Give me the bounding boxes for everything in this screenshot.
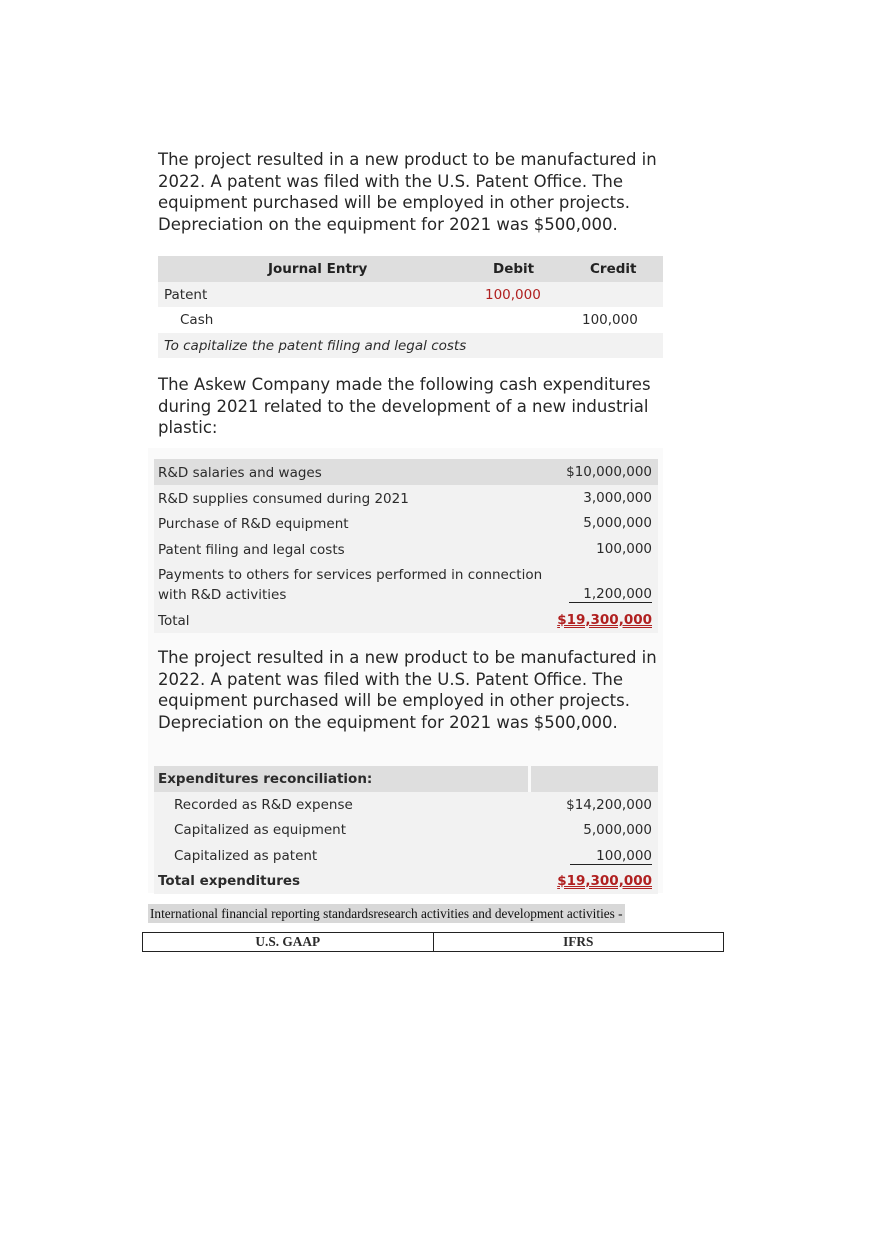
- expenditure-amount: 3,000,000: [583, 489, 652, 506]
- expenditure-label: R&D supplies consumed during 2021: [158, 490, 409, 507]
- intro-line: equipment purchased will be employed in other projects.: [158, 193, 630, 212]
- debit-amount: 100,000: [485, 286, 541, 303]
- askew-line: during 2021 related to the development of a new industrial: [158, 396, 649, 416]
- reconciliation-header: [154, 766, 658, 792]
- intro-line: Depreciation on the equipment for 2021 was $500,000.: [158, 214, 618, 234]
- expenditure-label: R&D salaries and wages: [158, 465, 322, 481]
- intro-paragraph: [158, 149, 658, 235]
- reconciliation-amount: $14,200,000: [566, 796, 652, 813]
- reconciliation-total-amount: $19,300,000: [557, 873, 652, 889]
- repeat-line: equipment purchased will be employed in other projects.: [158, 691, 630, 710]
- comparison-table: [142, 932, 724, 952]
- payments-label-line: with R&D activities: [158, 586, 287, 603]
- reconciliation-title: Expenditures reconciliation:: [158, 771, 373, 787]
- payments-amount: [569, 586, 652, 603]
- intro-line: 2022. A patent was filed with the U.S. Patent Office. The: [158, 171, 623, 191]
- expenditure-amount: 5,000,000: [583, 515, 652, 531]
- total-label: Total: [158, 613, 190, 629]
- intro-line: The project resulted in a new product to be manufactured in: [158, 150, 657, 169]
- repeat-line: The project resulted in a new product to be manufactured in: [158, 648, 657, 667]
- reconciliation-header-cell: [531, 766, 658, 792]
- debit-account: Patent: [164, 286, 208, 303]
- reconciliation-label: Capitalized as patent: [174, 847, 318, 864]
- total-amount: $19,300,000: [557, 612, 652, 628]
- reconciliation-amount: [570, 848, 652, 865]
- expenditure-row: [154, 459, 658, 485]
- reconciliation-row: [154, 843, 658, 869]
- askew-line: The Askew Company made the following cash expenditures: [158, 375, 651, 394]
- us-gaap-heading: U.S. GAAP: [255, 934, 321, 949]
- reconciliation-row: [154, 817, 658, 843]
- journal-entry-memo: To capitalize the patent filing and legal costs: [164, 337, 467, 354]
- reconciliation-total-label: Total expenditures: [158, 873, 301, 889]
- reconciliation-total-row: [154, 868, 658, 894]
- reconciliation-label: Capitalized as equipment: [174, 822, 346, 838]
- repeat-line: Depreciation on the equipment for 2021 was $500,000.: [158, 712, 618, 732]
- askew-line: plastic:: [158, 418, 218, 437]
- journal-entry-debit-row: [158, 282, 663, 308]
- expenditure-row-payments: [154, 561, 658, 607]
- credit-heading: Credit: [590, 261, 637, 277]
- expenditure-label: Purchase of R&D equipment: [158, 516, 349, 532]
- expenditure-amount: $10,000,000: [566, 464, 652, 480]
- payments-amount-value: 1,200,000: [569, 586, 652, 603]
- debit-heading: Debit: [493, 261, 535, 277]
- expenditure-total-row: [154, 607, 658, 633]
- askew-paragraph: [158, 374, 658, 439]
- repeat-line: 2022. A patent was filed with the U.S. Patent Office. The: [158, 669, 623, 689]
- credit-amount: 100,000: [582, 312, 638, 328]
- reconciliation-table: [154, 766, 658, 894]
- payments-label: [158, 566, 542, 605]
- expenditures-table: [154, 459, 658, 633]
- journal-entry-heading: Journal Entry: [268, 261, 368, 277]
- payments-label-line: Payments to others for services performed in connection: [158, 567, 543, 583]
- expenditure-row: [154, 536, 658, 562]
- journal-entry-memo-row: [158, 333, 663, 359]
- repeat-paragraph: [158, 647, 658, 733]
- expenditure-amount: 100,000: [596, 540, 652, 557]
- expenditure-row: [154, 510, 658, 536]
- journal-entry-table: [158, 256, 663, 358]
- ifrs-heading: International financial reporting standardsresearch activities and development activities -: [150, 906, 623, 921]
- expenditure-label: Patent filing and legal costs: [158, 541, 345, 558]
- journal-entry-header: [158, 256, 663, 282]
- reconciliation-label: Recorded as R&D expense: [174, 796, 353, 813]
- reconciliation-amount: 5,000,000: [583, 822, 652, 838]
- journal-entry-credit-row: [158, 307, 663, 333]
- reconciliation-amount-value: 100,000: [570, 848, 652, 865]
- credit-account: Cash: [180, 312, 214, 328]
- expenditure-row: [154, 485, 658, 511]
- ifrs-column-heading: IFRS: [433, 933, 724, 951]
- reconciliation-row: [154, 792, 658, 818]
